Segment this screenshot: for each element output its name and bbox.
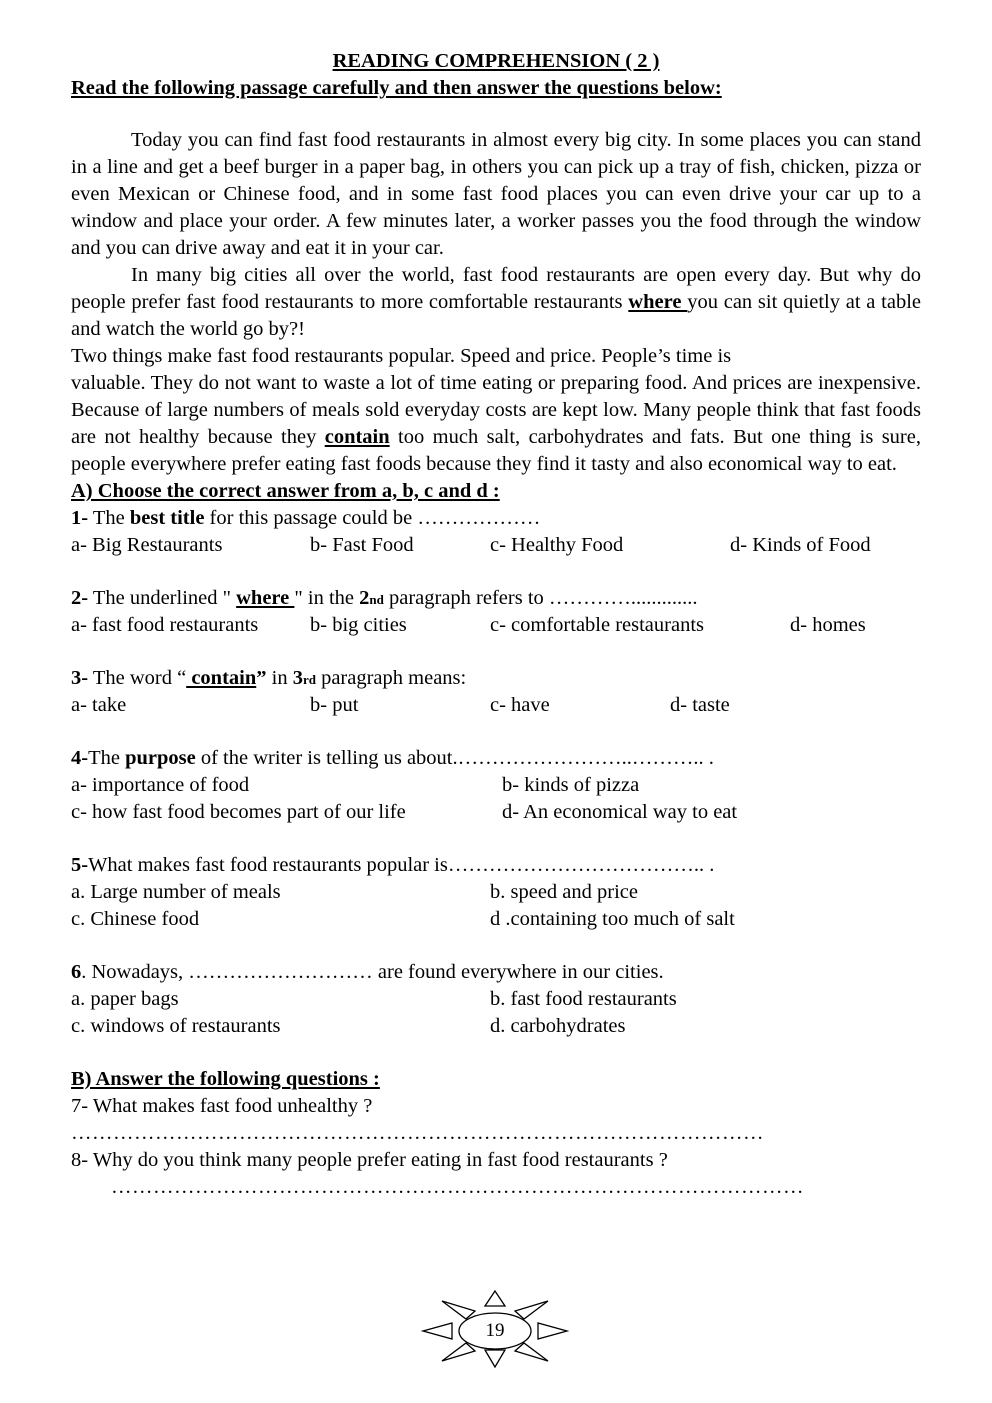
underlined-word-contain: contain <box>324 426 390 448</box>
ordinal-suffix: rd <box>302 672 316 687</box>
question-6 <box>71 959 921 986</box>
question-2 <box>71 585 921 612</box>
page-number-badge <box>420 1288 570 1370</box>
ordinal-number: 2 <box>359 587 370 609</box>
question-6-options-row-1 <box>71 986 921 1013</box>
question-text: The word “ <box>88 667 187 689</box>
ordinal-suffix: nd <box>369 592 384 607</box>
question-7: 7- What makes fast food unhealthy ? <box>71 1095 373 1117</box>
quote-mark: ” <box>256 667 267 689</box>
question-text: of the writer is telling us about.……………………..……….. . <box>195 747 714 769</box>
option-b[interactable]: b. speed and price <box>490 881 638 903</box>
question-7-answer-line[interactable]: ……………………………………………………………………………………… <box>71 1122 764 1144</box>
question-5-options-row-1 <box>71 879 921 906</box>
question-2-options <box>71 612 921 639</box>
question-8: 8- Why do you think many people prefer eating in fast food restaurants ? <box>71 1149 668 1171</box>
option-b[interactable]: b- kinds of pizza <box>502 774 640 796</box>
question-text: The underlined " <box>88 587 237 609</box>
option-a[interactable]: a- importance of food <box>71 774 250 796</box>
question-3-options <box>71 692 921 719</box>
instructions: Read the following passage carefully and then answer the questions below: <box>71 77 722 99</box>
section-b-heading: B) Answer the following questions : <box>71 1068 380 1090</box>
question-text: . Nowadays, ……………………… are found everywhere in our cities. <box>81 961 664 983</box>
option-b[interactable]: b- big cities <box>310 614 407 636</box>
passage-text: valuable. They do not want to waste a lot of time eating or preparing food. And prices are inexpensive. Because of large numbers of meals sold everyday costs are kept low. Many people think that fast foods are not healthy because they <box>71 372 921 448</box>
underlined-word-where: where <box>628 291 688 313</box>
option-b[interactable]: b- Fast Food <box>310 534 414 556</box>
question-number: 6 <box>71 961 82 983</box>
question-5 <box>71 852 921 879</box>
question-text: " in the <box>294 587 360 609</box>
worksheet-page <box>71 48 921 1201</box>
question-1 <box>71 505 921 532</box>
option-a[interactable]: a- take <box>71 694 127 716</box>
option-b[interactable]: b. fast food restaurants <box>490 988 677 1010</box>
passage-paragraph-2 <box>71 262 921 343</box>
option-a[interactable]: a- Big Restaurants <box>71 534 223 556</box>
passage-text: In many big cities all over the world, fast food restaurants are open every day. But why do people prefer fast food restaurants to more comfortable restaurants <box>71 264 921 313</box>
question-4-options-row-1 <box>71 772 921 799</box>
question-1-options <box>71 532 921 559</box>
page-title: READING COMPREHENSION ( 2 ) <box>332 50 660 72</box>
option-d[interactable]: d- taste <box>670 694 730 716</box>
question-4-options-row-2 <box>71 799 921 826</box>
question-number: 5- <box>71 854 89 876</box>
option-d[interactable]: d- An economical way to eat <box>502 801 738 823</box>
option-d[interactable]: d. carbohydrates <box>490 1015 626 1037</box>
option-d[interactable]: d- homes <box>790 614 866 636</box>
option-a[interactable]: a. paper bags <box>71 988 179 1010</box>
question-text: paragraph means: <box>315 667 467 689</box>
question-keyword: best title <box>129 507 205 529</box>
passage-text: you can sit quietly at a table and watch the world go by?! <box>71 291 922 340</box>
option-c[interactable]: c- Healthy Food <box>490 534 624 556</box>
option-b[interactable]: b- put <box>310 694 359 716</box>
passage-text: too much salt, carbohydrates and fats. But one thing is sure, people everywhere prefer eating fast foods because they find it tasty and also economical way to eat. <box>71 426 921 475</box>
option-c[interactable]: c. Chinese food <box>71 908 200 930</box>
question-text: The <box>88 507 130 529</box>
section-a-heading: A) Choose the correct answer from a, b, c and d : <box>71 480 500 502</box>
question-number: 2- <box>71 587 89 609</box>
question-number: 3- <box>71 667 89 689</box>
passage-paragraph-1: Today you can find fast food restaurants in almost every big city. In some places you can stand in a line and get a beef burger in a paper bag, in others you can pick up a tray of fish, chicken, pizza or even Mexican or Chinese food, and in some fast food places you can even drive your car up to a window and place your order. A few minutes later, a worker passes you the food through the window and you can drive away and eat it in your car. <box>71 129 921 259</box>
question-3 <box>71 665 921 692</box>
question-text: The <box>88 747 126 769</box>
question-4 <box>71 745 921 772</box>
question-number: 1- <box>71 507 89 529</box>
underlined-word: where <box>236 587 295 609</box>
option-d[interactable]: d .containing too much of salt <box>490 908 735 930</box>
option-a[interactable]: a. Large number of meals <box>71 881 281 903</box>
question-text: paragraph refers to …………............. <box>383 587 698 609</box>
question-8-answer-line[interactable]: ……………………………………………………………………………………… <box>111 1176 804 1198</box>
passage-paragraph-3-first-line: Two things make fast food restaurants popular. Speed and price. People’s time is <box>71 345 732 367</box>
question-text: in <box>266 667 293 689</box>
passage-paragraph-3 <box>71 370 921 478</box>
question-number: 4- <box>71 747 89 769</box>
ordinal-number: 3 <box>292 667 303 689</box>
question-6-options-row-2 <box>71 1013 921 1040</box>
question-keyword: purpose <box>125 747 196 769</box>
question-text: for this passage could be ……………… <box>204 507 541 529</box>
page-number: 19 <box>485 1320 505 1341</box>
question-text: What makes fast food restaurants popular is……………………………….. . <box>88 854 715 876</box>
question-5-options-row-2 <box>71 906 921 933</box>
option-d[interactable]: d- Kinds of Food <box>730 534 871 556</box>
option-c[interactable]: c- have <box>490 694 550 716</box>
option-a[interactable]: a- fast food restaurants <box>71 614 259 636</box>
option-c[interactable]: c- how fast food becomes part of our life <box>71 801 406 823</box>
option-c[interactable]: c- comfortable restaurants <box>490 614 705 636</box>
option-c[interactable]: c. windows of restaurants <box>71 1015 281 1037</box>
underlined-word: contain <box>186 667 257 689</box>
